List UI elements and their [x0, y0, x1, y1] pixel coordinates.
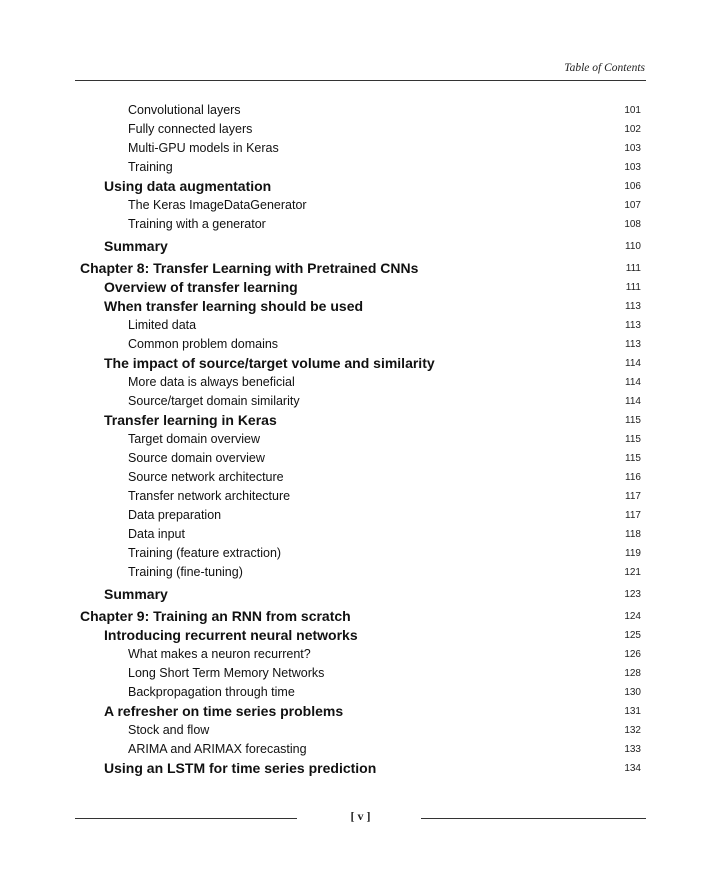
toc-entry-page: 106: [624, 181, 641, 192]
toc-subsection-entry[interactable]: [0, 215, 721, 234]
toc-entry-page: 130: [624, 687, 641, 698]
toc-entry-page: 101: [624, 105, 641, 116]
toc-subsection-entry[interactable]: [0, 449, 721, 468]
toc-section-entry[interactable]: [0, 237, 721, 256]
toc-subsection-entry[interactable]: [0, 525, 721, 544]
table-of-contents: [0, 101, 721, 778]
toc-entry-title: Data preparation: [128, 508, 222, 522]
toc-entry-page: 126: [624, 649, 641, 660]
toc-subsection-entry[interactable]: [0, 487, 721, 506]
toc-entry-title: Stock and flow: [128, 723, 210, 737]
toc-entry-page: 113: [625, 339, 641, 350]
toc-entry-title: Source domain overview: [128, 451, 265, 465]
toc-entry-page: 121: [624, 567, 641, 578]
toc-entry-title: Chapter 9: Training an RNN from scratch: [80, 608, 351, 624]
toc-entry-title: Summary: [104, 586, 168, 602]
toc-entry-page: 123: [624, 589, 641, 600]
toc-entry-title: Data input: [128, 527, 185, 541]
toc-subsection-entry[interactable]: [0, 335, 721, 354]
toc-entry-page: 117: [625, 491, 641, 502]
toc-entry-title: Introducing recurrent neural networks: [104, 627, 358, 643]
toc-entry-title: Long Short Term Memory Networks: [128, 666, 325, 680]
toc-entry-title: Training (feature extraction): [128, 546, 282, 560]
page-footer: [75, 808, 646, 828]
toc-subsection-entry[interactable]: [0, 101, 721, 120]
toc-entry-title: When transfer learning should be used: [104, 298, 364, 314]
toc-entry-page: 115: [625, 434, 641, 445]
toc-entry-page: 107: [624, 200, 641, 211]
toc-entry-page: 111: [625, 263, 641, 274]
toc-entry-title: Fully connected layers: [128, 122, 253, 136]
toc-subsection-entry[interactable]: [0, 664, 721, 683]
toc-entry-title: Training with a generator: [128, 217, 266, 231]
toc-entry-title: Training (fine-tuning): [128, 565, 243, 579]
running-head: Table of Contents: [564, 62, 645, 74]
toc-section-entry[interactable]: [0, 411, 721, 430]
toc-entry-page: 125: [624, 630, 641, 641]
toc-entry-title: Source network architecture: [128, 470, 284, 484]
toc-section-entry[interactable]: [0, 297, 721, 316]
toc-subsection-entry[interactable]: [0, 645, 721, 664]
toc-entry-title: Using an LSTM for time series prediction: [104, 760, 377, 776]
toc-entry-page: 102: [624, 124, 641, 135]
toc-entry-title: Training: [128, 160, 173, 174]
toc-entry-page: 113: [625, 320, 641, 331]
toc-chapter-entry[interactable]: [0, 259, 721, 278]
toc-entry-title: More data is always beneficial: [128, 375, 295, 389]
toc-subsection-entry[interactable]: [0, 158, 721, 177]
toc-entry-title: Transfer learning in Keras: [104, 412, 277, 428]
toc-entry-title: Source/target domain similarity: [128, 394, 300, 408]
toc-subsection-entry[interactable]: [0, 316, 721, 335]
toc-subsection-entry[interactable]: [0, 683, 721, 702]
page-number: [ v ]: [350, 809, 371, 823]
footer-rule-right: [421, 818, 646, 819]
toc-subsection-entry[interactable]: [0, 196, 721, 215]
toc-entry-title: Transfer network architecture: [128, 489, 291, 503]
toc-entry-title: Target domain overview: [128, 432, 261, 446]
toc-entry-page: 115: [625, 415, 641, 426]
toc-entry-title: Chapter 8: Transfer Learning with Pretrained CNNs: [80, 260, 419, 276]
toc-entry-page: 118: [625, 529, 641, 540]
toc-section-entry[interactable]: [0, 759, 721, 778]
toc-entry-page: 134: [624, 763, 641, 774]
toc-entry-page: 119: [625, 548, 641, 559]
toc-entry-title: The Keras ImageDataGenerator: [128, 198, 307, 212]
toc-entry-page: 124: [624, 611, 641, 622]
toc-entry-title: Convolutional layers: [128, 103, 241, 117]
toc-subsection-entry[interactable]: [0, 373, 721, 392]
toc-entry-page: 114: [625, 358, 641, 369]
toc-subsection-entry[interactable]: [0, 740, 721, 759]
toc-section-entry[interactable]: [0, 626, 721, 645]
toc-subsection-entry[interactable]: [0, 120, 721, 139]
toc-entry-title: Backpropagation through time: [128, 685, 295, 699]
toc-entry-title: Multi-GPU models in Keras: [128, 141, 279, 155]
toc-entry-page: 114: [625, 396, 641, 407]
toc-subsection-entry[interactable]: [0, 506, 721, 525]
toc-entry-page: 133: [624, 744, 641, 755]
toc-entry-page: 113: [625, 301, 641, 312]
toc-section-entry[interactable]: [0, 585, 721, 604]
toc-entry-title: The impact of source/target volume and similarity: [104, 355, 435, 371]
toc-subsection-entry[interactable]: [0, 392, 721, 411]
toc-subsection-entry[interactable]: [0, 139, 721, 158]
toc-section-entry[interactable]: [0, 354, 721, 373]
toc-entry-title: Overview of transfer learning: [104, 279, 298, 295]
toc-entry-page: 128: [624, 668, 641, 679]
toc-entry-title: Limited data: [128, 318, 197, 332]
toc-entry-page: 111: [625, 282, 641, 293]
toc-subsection-entry[interactable]: [0, 563, 721, 582]
toc-entry-page: 115: [625, 453, 641, 464]
toc-entry-page: 110: [625, 241, 641, 252]
toc-entry-title: ARIMA and ARIMAX forecasting: [128, 742, 307, 756]
toc-entry-page: 114: [625, 377, 641, 388]
toc-entry-page: 103: [624, 143, 641, 154]
toc-subsection-entry[interactable]: [0, 544, 721, 563]
toc-subsection-entry[interactable]: [0, 721, 721, 740]
toc-entry-page: 117: [625, 510, 641, 521]
toc-entry-title: A refresher on time series problems: [104, 703, 344, 719]
toc-entry-page: 132: [624, 725, 641, 736]
toc-subsection-entry[interactable]: [0, 468, 721, 487]
header-rule: [75, 80, 646, 81]
toc-entry-page: 103: [624, 162, 641, 173]
toc-chapter-entry[interactable]: [0, 607, 721, 626]
toc-section-entry[interactable]: [0, 702, 721, 721]
toc-entry-title: Summary: [104, 238, 168, 254]
toc-section-entry[interactable]: [0, 177, 721, 196]
toc-entry-title: What makes a neuron recurrent?: [128, 647, 311, 661]
toc-entry-page: 108: [624, 219, 641, 230]
toc-entry-page: 131: [624, 706, 641, 717]
toc-entry-title: Using data augmentation: [104, 178, 272, 194]
toc-section-entry[interactable]: [0, 278, 721, 297]
toc-entry-page: 116: [625, 472, 641, 483]
toc-entry-title: Common problem domains: [128, 337, 279, 351]
toc-subsection-entry[interactable]: [0, 430, 721, 449]
